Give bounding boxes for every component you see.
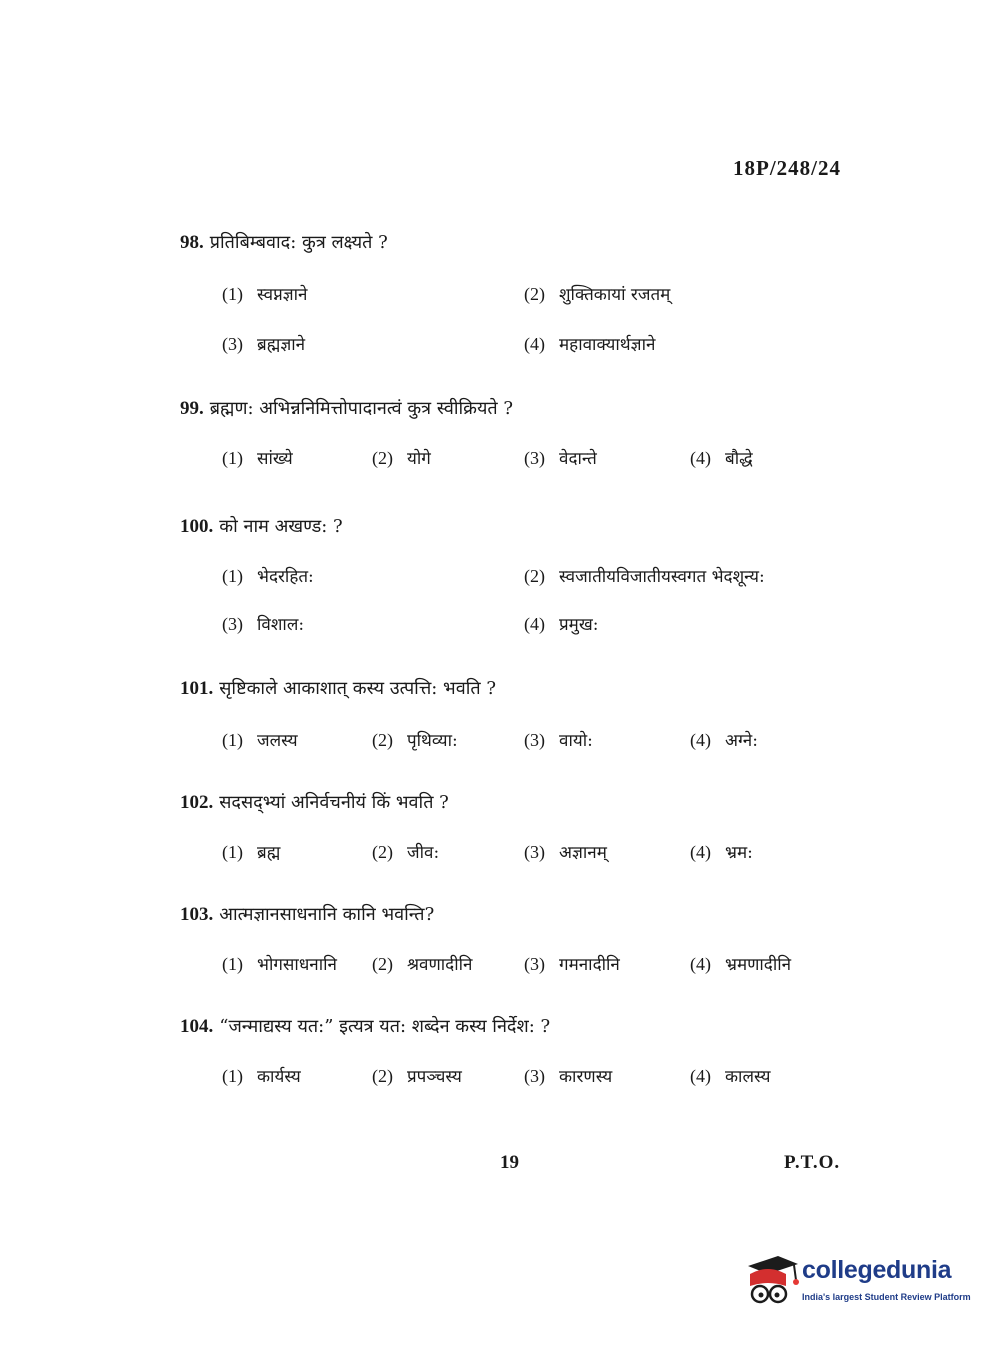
option-4: (4) भ्रम: [690,842,753,863]
option-3: (3) विशाल: [222,614,305,635]
question-104 [0,1014,1001,1087]
option-1: (1) ब्रह्म [222,842,281,863]
option-2: (2) श्रवणादीनि [372,954,473,975]
question-98 [0,230,1001,355]
question-text: सदसद्भ्यां अनिर्वचनीयं किं भवति ? [219,792,449,813]
option-2: (2) जीव: [372,842,440,863]
page-number: 19 [500,1152,519,1173]
brand-name: collegedunia [802,1256,952,1284]
option-3: (3) वेदान्ते [524,448,597,469]
question-text: सृष्टिकाले आकाशात् कस्य उत्पत्ति: भवति ? [219,678,497,699]
option-1: (1) जलस्य [222,730,298,751]
question-number: 100. [180,516,214,537]
option-3: (3) वायो: [524,730,593,751]
question-number: 98. [180,232,204,253]
question-number: 103. [180,904,214,925]
brand-tagline: India's largest Student Review Platform [802,1292,971,1302]
option-2: (2) स्वजातीयविजातीयस्वगत भेदशून्य: [524,566,765,587]
mascot-icon [740,1252,800,1312]
option-1: (1) कार्यस्य [222,1066,301,1087]
pto-label: P.T.O. [784,1152,841,1173]
question-text: आत्मज्ञानसाधनानि कानि भवन्ति? [219,904,435,925]
option-1: (1) भेदरहित: [222,566,314,587]
question-101 [0,676,1001,751]
option-2: (2) शुक्तिकायां रजतम् [524,284,671,305]
question-number: 99. [180,398,204,419]
option-3: (3) अज्ञानम् [524,842,607,863]
option-2: (2) पृथिव्या: [372,730,458,751]
question-text: ब्रह्मण: अभिन्ननिमित्तोपादानत्वं कुत्र स्वीक्रियते ? [209,398,514,419]
question-text: “जन्माद्यस्य यत:” इत्यत्र यत: शब्देन कस्य निर्देश: ? [219,1016,551,1037]
question-100 [0,514,1001,635]
question-103 [0,902,1001,975]
question-text: को नाम अखण्ड: ? [219,516,343,537]
option-1: (1) स्वप्नज्ञाने [222,284,308,305]
option-3: (3) गमनादीनि [524,954,620,975]
question-number: 102. [180,792,214,813]
question-number: 101. [180,678,214,699]
paper-code: 18P/248/24 [733,156,841,180]
collegedunia-watermark [740,1252,980,1312]
question-text: प्रतिबिम्बवाद: कुत्र लक्ष्यते ? [209,232,388,253]
option-4: (4) महावाक्यार्थज्ञाने [524,334,656,355]
option-2: (2) योगे [372,448,431,469]
question-99 [0,396,1001,469]
option-4: (4) बौद्धे [690,448,753,469]
question-102 [0,790,1001,863]
question-number: 104. [180,1016,214,1037]
option-1: (1) भोगसाधनानि [222,954,337,975]
option-3: (3) कारणस्य [524,1066,613,1087]
option-4: (4) अग्ने: [690,730,758,751]
option-2: (2) प्रपञ्चस्य [372,1066,462,1087]
option-1: (1) सांख्ये [222,448,293,469]
option-4: (4) प्रमुख: [524,614,599,635]
option-4: (4) कालस्य [690,1066,771,1087]
option-4: (4) भ्रमणादीनि [690,954,792,975]
option-3: (3) ब्रह्मज्ञाने [222,334,306,355]
